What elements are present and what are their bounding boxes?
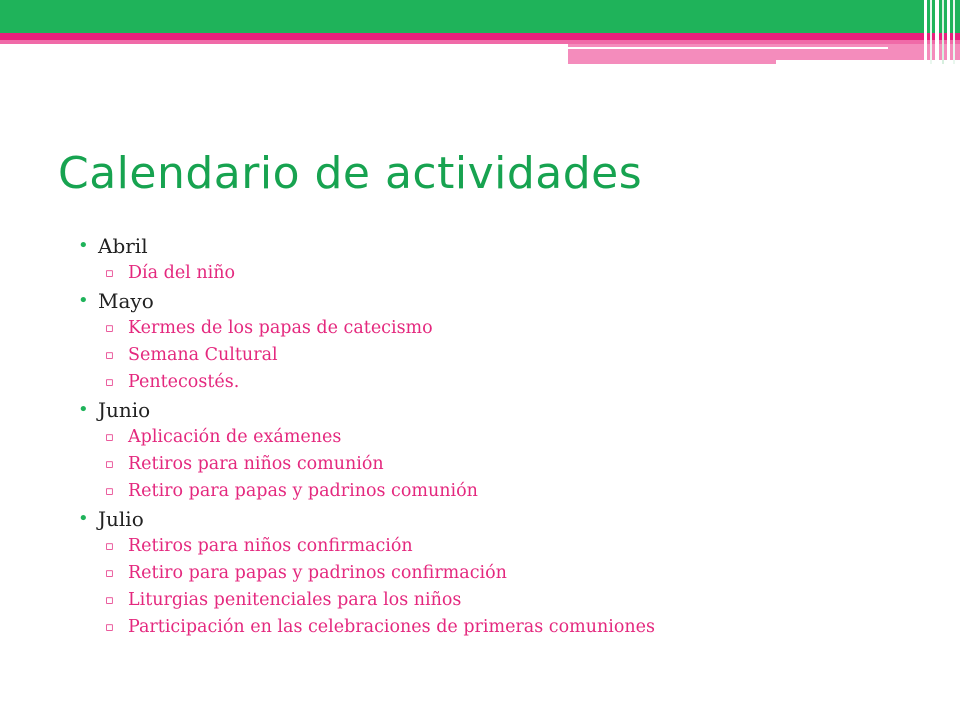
bullet-square-icon: ▫ — [105, 321, 114, 336]
month-abril — [78, 232, 918, 260]
header-stripes — [922, 0, 960, 64]
activity-label: Semana Cultural — [128, 345, 278, 365]
activity-item — [78, 369, 918, 396]
bullet-square-icon: ▫ — [105, 348, 114, 363]
bullet-square-icon: ▫ — [105, 484, 114, 499]
month-label: Junio — [98, 398, 151, 422]
activity-item — [78, 587, 918, 614]
bullet-square-icon: ▫ — [105, 375, 114, 390]
activity-label: Retiros para niños comunión — [128, 454, 384, 474]
activity-item — [78, 424, 918, 451]
activity-item — [78, 342, 918, 369]
bullet-square-icon: ▫ — [105, 593, 114, 608]
activity-item — [78, 478, 918, 505]
activity-label: Liturgias penitenciales para los niños — [128, 590, 462, 610]
bullet-dot-icon: • — [78, 399, 89, 420]
month-label: Mayo — [98, 289, 154, 313]
bullet-square-icon: ▫ — [105, 620, 114, 635]
month-label: Abril — [98, 234, 148, 258]
bullet-dot-icon: • — [78, 508, 89, 529]
header-green-bar — [0, 0, 960, 33]
activity-item — [78, 533, 918, 560]
activity-label: Pentecostés. — [128, 372, 240, 392]
month-julio — [78, 505, 918, 533]
activity-label: Retiro para papas y padrinos confirmación — [128, 563, 507, 583]
bullet-square-icon: ▫ — [105, 457, 114, 472]
activity-item — [78, 260, 918, 287]
bullet-square-icon: ▫ — [105, 566, 114, 581]
activity-label: Día del niño — [128, 263, 236, 283]
activity-label: Kermes de los papas de catecismo — [128, 318, 433, 338]
slide-title: Calendario de actividades — [58, 148, 643, 199]
activity-item — [78, 614, 918, 641]
header-white-line — [568, 47, 888, 49]
activity-label: Participación en las celebraciones de primeras comuniones — [128, 617, 655, 637]
activity-label: Aplicación de exámenes — [128, 427, 342, 447]
bullet-square-icon: ▫ — [105, 430, 114, 445]
activity-list — [78, 232, 918, 641]
month-label: Julio — [98, 507, 144, 531]
bullet-square-icon: ▫ — [105, 266, 114, 281]
bullet-dot-icon: • — [78, 235, 89, 256]
bullet-dot-icon: • — [78, 290, 89, 311]
activity-item — [78, 560, 918, 587]
activity-item — [78, 315, 918, 342]
bullet-square-icon: ▫ — [105, 539, 114, 554]
activity-label: Retiro para papas y padrinos comunión — [128, 481, 478, 501]
month-junio — [78, 396, 918, 424]
header-pink-bar — [0, 33, 960, 40]
activity-label: Retiros para niños confirmación — [128, 536, 413, 556]
month-mayo — [78, 287, 918, 315]
activity-item — [78, 451, 918, 478]
